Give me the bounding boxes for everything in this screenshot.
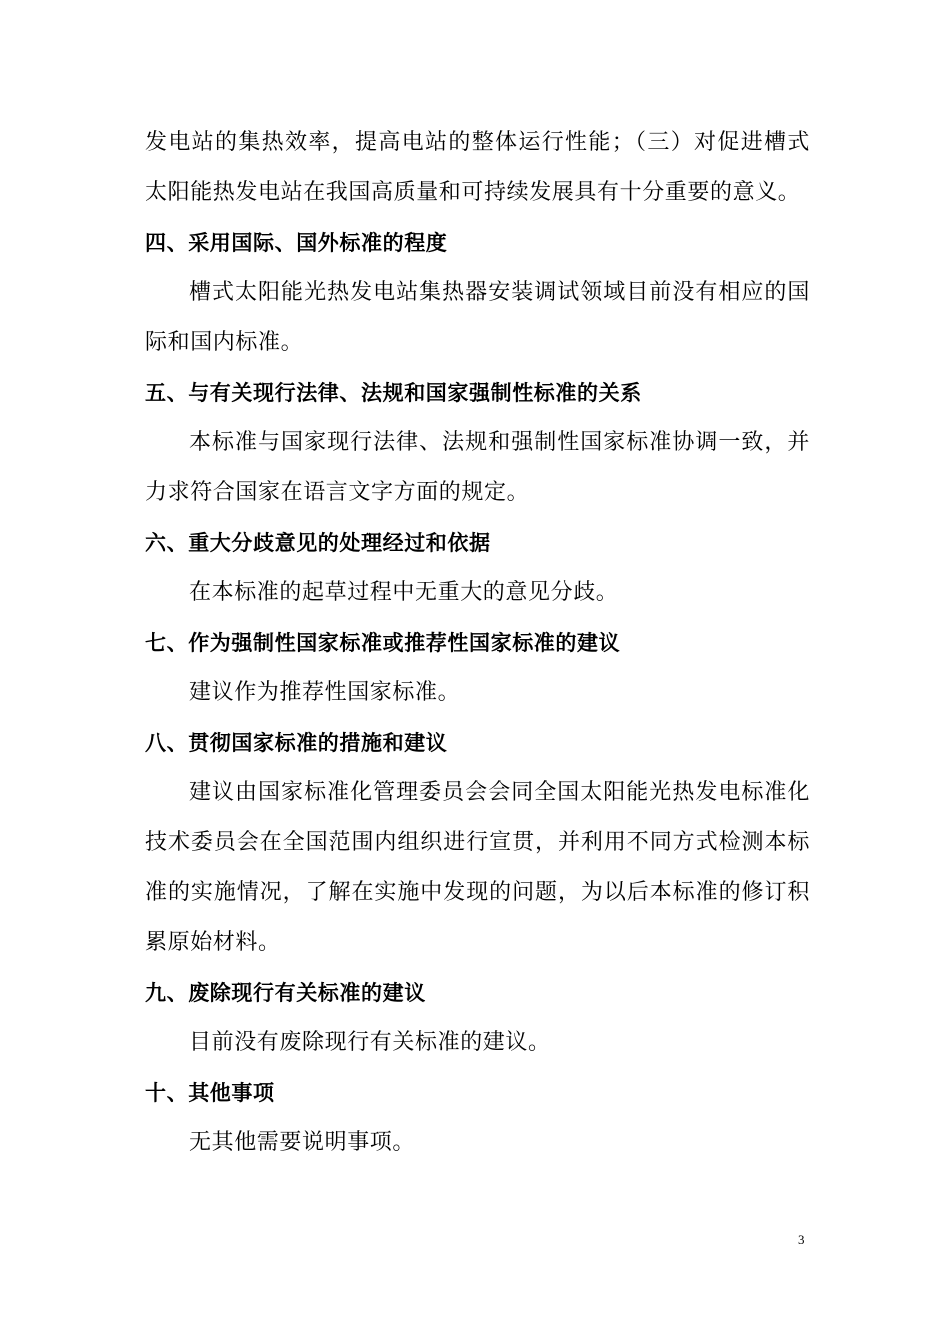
section-heading-4: 四、采用国际、国外标准的程度 [145,231,448,255]
document-body [145,118,810,1168]
section-heading-10: 十、其他事项 [145,1081,275,1105]
section-heading-9: 九、废除现行有关标准的建议 [145,981,426,1005]
paragraph: 目前没有废除现行有关标准的建议。 [189,1030,551,1055]
section-heading-8: 八、贯彻国家标准的措施和建议 [145,731,448,755]
paragraph: 槽式太阳能光热发电站集热器安装调试领域目前没有相应的国际和国内标准。 [145,280,810,355]
section-heading-7: 七、作为强制性国家标准或推荐性国家标准的建议 [145,631,621,655]
paragraph: 建议由国家标准化管理委员会会同全国太阳能光热发电标准化技术委员会在全国范围内组织进行宣贯，并利用不同方式检测本标准的实施情况，了解在实施中发现的问题，为以后本标准的修订积累原始材料。 [145,780,810,955]
paragraph: 建议作为推荐性国家标准。 [189,680,461,705]
section-heading-5: 五、与有关现行法律、法规和国家强制性标准的关系 [145,381,642,405]
paragraph: 本标准与国家现行法律、法规和强制性国家标准协调一致，并力求符合国家在语言文字方面的规定。 [145,430,810,505]
paragraph: 在本标准的起草过程中无重大的意见分歧。 [189,580,619,605]
section-heading-6: 六、重大分歧意见的处理经过和依据 [145,531,491,555]
page-number: 3 [798,1232,805,1247]
paragraph: 无其他需要说明事项。 [189,1130,416,1155]
paragraph-continuation: 发电站的集热效率，提高电站的整体运行性能；（三）对促进槽式太阳能热发电站在我国高质量和可持续发展具有十分重要的意义。 [145,130,810,205]
